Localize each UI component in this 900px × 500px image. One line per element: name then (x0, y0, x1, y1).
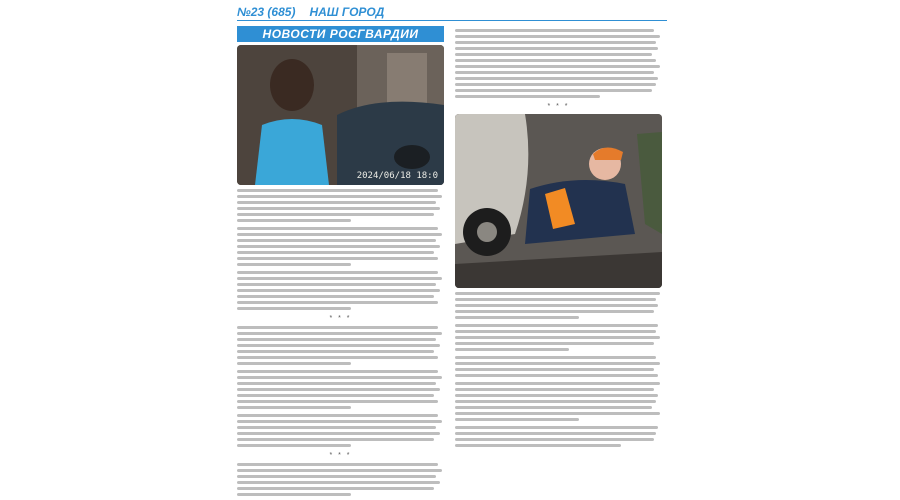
article-text-block (455, 292, 662, 319)
masthead (237, 4, 667, 20)
article-separator: * * * (329, 452, 352, 459)
article-text-block (237, 227, 444, 266)
photo-timestamp: 2024/06/18 18:0 (356, 171, 438, 181)
issue-number: №23 (685) (237, 5, 296, 19)
article-text-block (455, 382, 662, 421)
news-photo-2-drawing (455, 114, 662, 288)
article-separator: * * * (329, 315, 352, 322)
news-photo-1-drawing (237, 45, 444, 185)
right-column (455, 26, 662, 452)
article-text-block (237, 271, 444, 310)
news-photo-1 (237, 45, 444, 185)
article-text-block (455, 324, 662, 351)
news-photo-2 (455, 114, 662, 288)
newspaper-title: НАШ ГОРОД (309, 5, 385, 19)
masthead-rule (237, 20, 667, 21)
article-text-block (237, 370, 444, 409)
left-column-body (237, 189, 444, 500)
article-text-block (455, 356, 662, 377)
article-text-block (237, 189, 444, 222)
left-column (237, 26, 444, 500)
right-column-body (455, 292, 662, 447)
article-text-block (237, 326, 444, 365)
section-banner: НОВОСТИ РОСГВАРДИИ (237, 26, 444, 42)
article-text-block (455, 426, 662, 447)
article-text-block (455, 29, 662, 98)
article-text-block (237, 463, 444, 496)
article-separator: * * * (547, 103, 570, 110)
article-text-block (237, 414, 444, 447)
